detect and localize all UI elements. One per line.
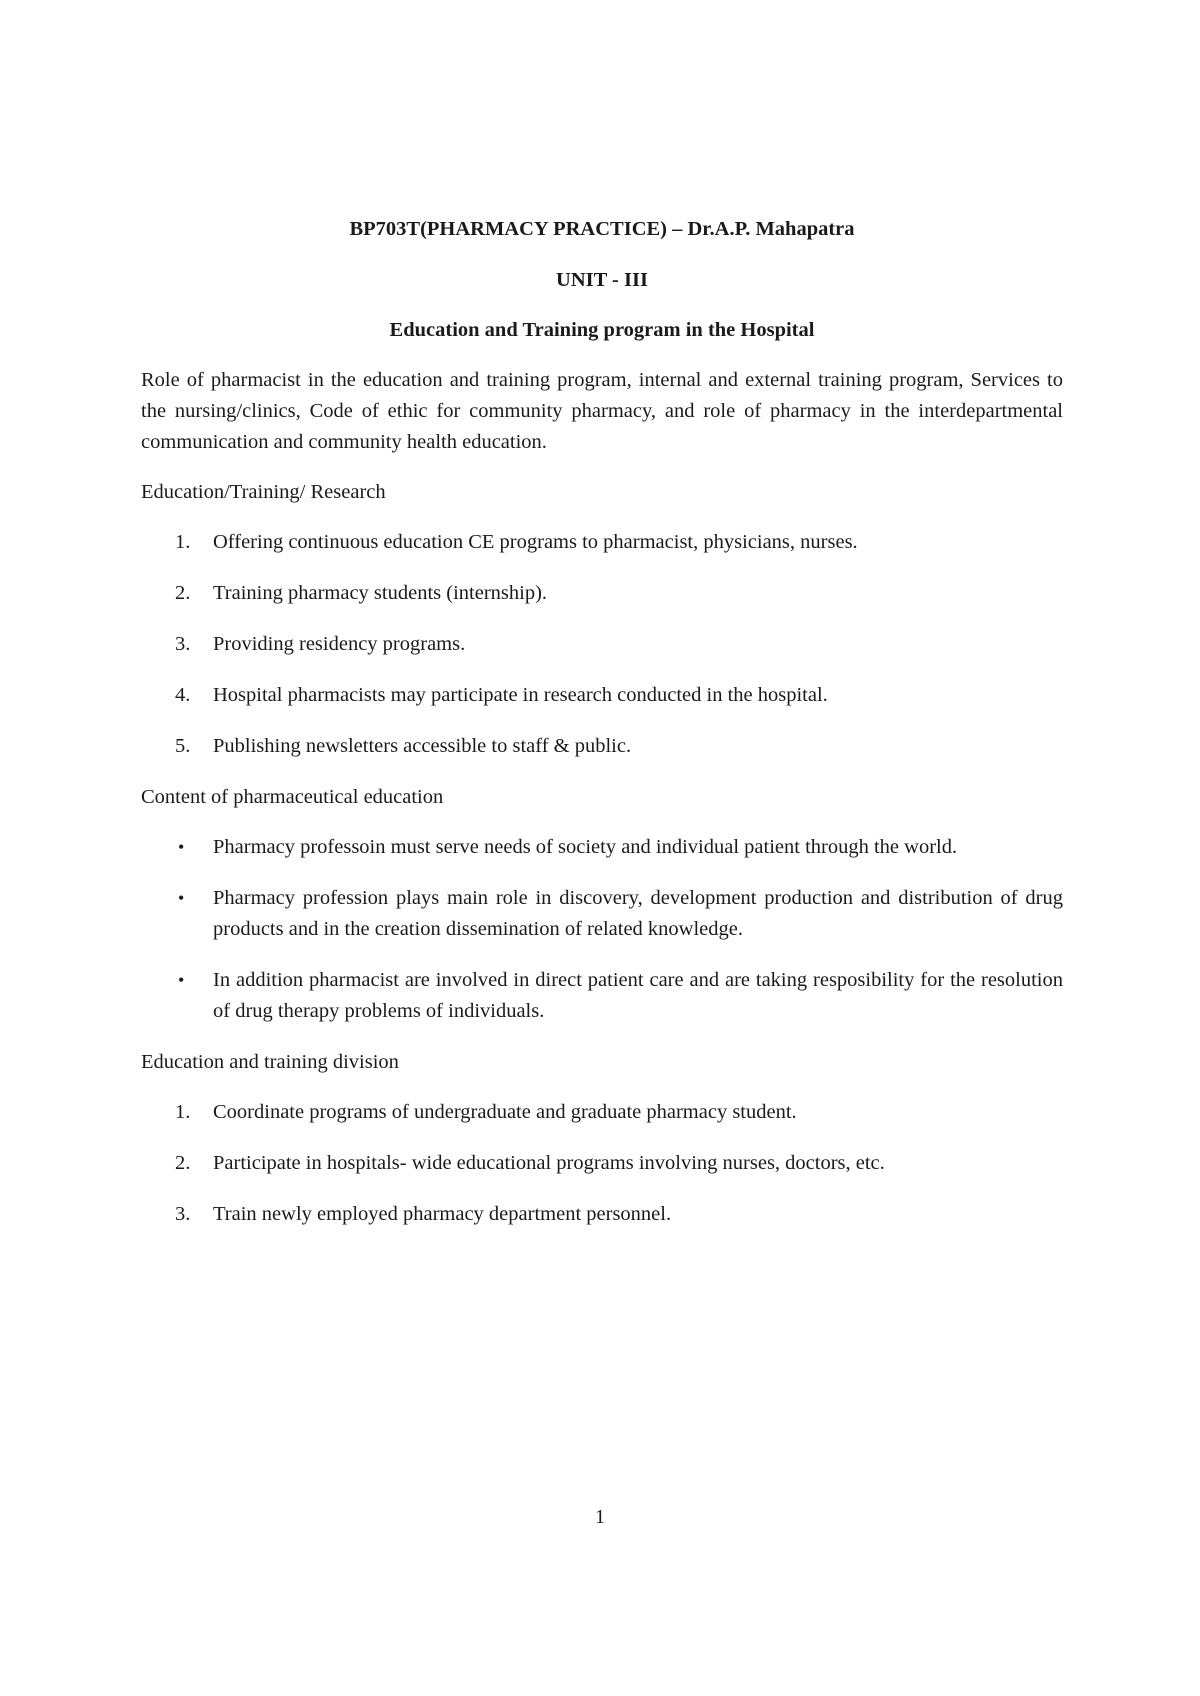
list-item: [141, 680, 1063, 711]
list-item: [141, 1097, 1063, 1128]
list-item: [141, 1148, 1063, 1179]
list-item-text: Offering continuous education CE programs to pharmacist, physicians, nurses.: [213, 531, 858, 553]
list-item-text: Participate in hospitals- wide educational programs involving nurses, doctors, etc.: [213, 1152, 885, 1174]
list-number: 1.: [175, 1101, 191, 1123]
section-heading-research: Education/Training/ Research: [141, 481, 386, 503]
document-title: BP703T(PHARMACY PRACTICE) – Dr.A.P. Mahapatra: [349, 218, 855, 240]
unit-heading: UNIT - III: [556, 269, 648, 291]
list-item: [141, 731, 1063, 762]
list-number: 3.: [175, 1203, 191, 1225]
list-item-text: Coordinate programs of undergraduate and graduate pharmacy student.: [213, 1101, 797, 1123]
page-content: [141, 214, 1063, 1250]
list-item: [141, 629, 1063, 660]
list-number: 1.: [175, 531, 191, 553]
bullet-icon: •: [178, 970, 185, 990]
list-item-text: Training pharmacy students (internship).: [213, 582, 548, 604]
topic-heading: Education and Training program in the Hospital: [389, 319, 815, 341]
section-heading-content: Content of pharmaceutical education: [141, 786, 444, 808]
bullet-item-text: Pharmacy profession plays main role in discovery, development production and distribution of drug products and in the creation dissemination of related knowledge.: [213, 887, 1063, 940]
list-item: [141, 527, 1063, 558]
content-bullet-list: [141, 832, 1063, 1027]
bullet-item-text: Pharmacy professoin must serve needs of society and individual patient through the world.: [213, 836, 958, 858]
research-list: [141, 527, 1063, 762]
list-number: 4.: [175, 684, 191, 706]
list-item: [141, 578, 1063, 609]
section-heading-division: Education and training division: [141, 1051, 399, 1073]
division-list: [141, 1097, 1063, 1230]
list-number: 2.: [175, 582, 191, 604]
list-number: 2.: [175, 1152, 191, 1174]
list-item-text: Providing residency programs.: [213, 633, 466, 655]
list-item-text: Publishing newsletters accessible to staff & public.: [213, 735, 632, 757]
page-number: 1: [595, 1506, 605, 1528]
list-number: 3.: [175, 633, 191, 655]
bullet-item: [141, 883, 1063, 945]
intro-paragraph: Role of pharmacist in the education and training program, internal and external training program, Services to the nursing/clinics, Code of ethic for community pharmacy, and role of pharmacy in the interdepartmental communication and community health education.: [141, 369, 1063, 453]
bullet-item: [141, 832, 1063, 863]
bullet-icon: •: [178, 837, 185, 857]
bullet-item-text: In addition pharmacist are involved in direct patient care and are taking resposibility for the resolution of drug therapy problems of individuals.: [213, 969, 1063, 1022]
list-item: [141, 1199, 1063, 1230]
list-item-text: Train newly employed pharmacy department personnel.: [213, 1203, 672, 1225]
bullet-icon: •: [178, 888, 185, 908]
bullet-item: [141, 965, 1063, 1027]
list-item-text: Hospital pharmacists may participate in research conducted in the hospital.: [213, 684, 828, 706]
list-number: 5.: [175, 735, 191, 757]
